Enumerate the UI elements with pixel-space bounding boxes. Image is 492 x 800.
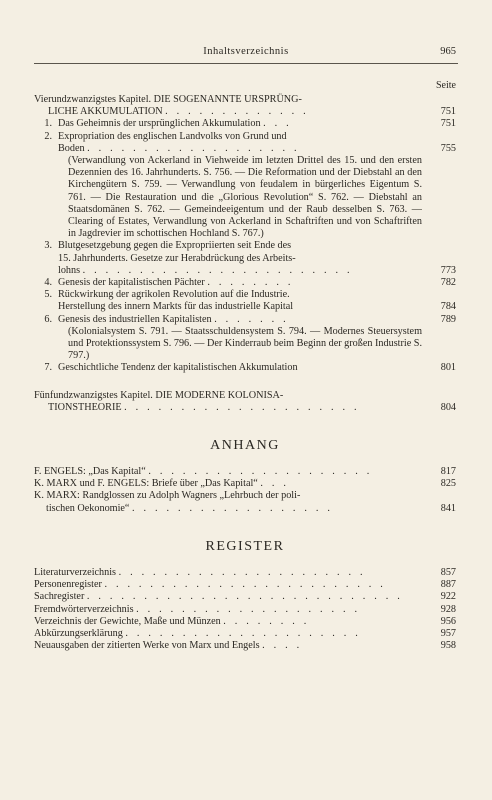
register-entry[interactable]: Neuausgaben der zitierten Werke von Marx und Engels . . . . 958: [34, 640, 456, 652]
section-4-entry[interactable]: 4. Genesis der kapitalistischen Pächter . . . . . . . . 782: [34, 277, 456, 289]
register-entry-page: 922: [440, 591, 456, 603]
anhang-entry-page: 841: [440, 502, 456, 514]
anhang-entry-2[interactable]: K. MARX und F. ENGELS: Briefe über „Das Kapital“ . . . 825: [34, 478, 456, 490]
running-title: Inhaltsverzeichnis: [203, 46, 289, 57]
section-number: 6.: [44, 313, 52, 325]
section-page: 784: [440, 301, 456, 313]
section-page: 801: [440, 362, 456, 374]
chapter-25-title-line1: Fünfundzwanzigstes Kapitel. DIE MODERNE KOLONISA-: [34, 389, 284, 401]
section-page: 782: [440, 277, 456, 289]
register-entry[interactable]: Personenregister . . . . . . . . . . . . . . . . . . . . . . . . . 887: [34, 579, 456, 591]
anhang-entry-page: 825: [440, 478, 456, 490]
chapter-24-title-line2: LICHE AKKUMULATION: [48, 106, 163, 118]
register-entry-label: Neuausgaben der zitierten Werke von Marx und Engels: [34, 640, 260, 652]
register-entry[interactable]: Sachregister . . . . . . . . . . . . . . . . . . . . . . . . . . . . 922: [34, 591, 456, 603]
section-number: 1.: [44, 118, 52, 130]
header-rule: [34, 63, 458, 64]
section-number: 4.: [44, 277, 52, 289]
anhang-entry-page: 817: [440, 466, 456, 478]
register-entry[interactable]: Verzeichnis der Gewichte, Maße und Münzen . . . . . . . . 956: [34, 615, 456, 627]
section-title-line1: Expropriation des englischen Landvolks von Grund und: [58, 130, 287, 142]
section-title-line3: lohns: [58, 264, 81, 276]
register-entry-label: Fremdwörterverzeichnis: [34, 603, 134, 615]
running-head: [0, 46, 492, 60]
register-entry-label: Sachregister: [34, 591, 85, 603]
section-title: Das Geheimnis der ursprünglichen Akkumulation: [58, 118, 261, 130]
chapter-24-page: 751: [440, 106, 456, 118]
register-entry-label: Abkürzungserklärung: [34, 627, 123, 639]
section-6-entry[interactable]: 6. Genesis des industriellen Kapitalisten . . . . . . . 789: [34, 314, 456, 326]
anhang-entry-title: F. ENGELS: „Das Kapital“: [34, 466, 146, 478]
register-entry[interactable]: Literaturverzeichnis . . . . . . . . . . . . . . . . . . . . . . 857: [34, 566, 456, 578]
section-2-details: (Verwandlung von Ackerland in Viehweide im letzten Drittel des 15. und den ersten Dezennien des 16. Jahrhunderts. S. 756. — Die Reformation und der Diebstahl an den Kirchengütern S. 759. — Verwandlung von feudalem in bürgerliches Eigentum S. 761. — Die Restauration und die „Glorious Revolution“ S. 762. — Diebstahl an Staatsdomänen S. 762. — Gemeindeeigentum und der Raub desselben S. 763. — Clearing of Estates, Verwandlung von Ackerland in Schaftriften und von Schaftriften in Jagdrevier im schottischen Hochland S. 767.): [68, 155, 422, 240]
register-entry-label: Personenregister: [34, 579, 102, 591]
section-title: Geschichtliche Tendenz der kapitalistischen Akkumulation: [58, 362, 298, 374]
register-entry[interactable]: Abkürzungserklärung . . . . . . . . . . . . . . . . . . . . . 957: [34, 627, 456, 639]
section-page: 751: [440, 118, 456, 130]
register-entry-label: Literaturverzeichnis: [34, 566, 117, 578]
section-title-line2: Herstellung des innern Markts für das industrielle Kapital: [58, 301, 294, 313]
register-entry-page: 956: [440, 615, 456, 627]
section-title: Genesis des industriellen Kapitalisten: [58, 313, 212, 325]
register-heading: REGISTER: [205, 538, 285, 554]
section-number: 7.: [44, 362, 52, 374]
chapter-24-entry[interactable]: Vierundzwanzigstes Kapitel. DIE SOGENANNTE URSPRÜNG- LICHE AKKUMULATION . . . . . . . . . . . . . 751: [34, 94, 456, 118]
section-number: 5.: [44, 289, 52, 301]
page-number: 965: [440, 46, 456, 57]
section-page: 773: [440, 264, 456, 276]
section-title-line2: 15. Jahrhunderts. Gesetze zur Herabdrückung des Arbeits-: [58, 252, 296, 264]
section-5-entry[interactable]: [34, 289, 456, 313]
register-entry-page: 857: [440, 566, 456, 578]
register-entry-page: 928: [440, 603, 456, 615]
page-column-label: Seite: [436, 80, 456, 91]
anhang-entry-title-line2: tischen Oekonomie“: [46, 502, 130, 514]
section-2-entry[interactable]: 2. Expropriation des englischen Landvolks von Grund und Boden . . . . . . . . . . . . . . . . . . . 755: [34, 131, 456, 155]
anhang-heading: ANHANG: [210, 438, 280, 454]
register-entry-label: Verzeichnis der Gewichte, Maße und Münzen: [34, 615, 221, 627]
anhang-entry-1[interactable]: F. ENGELS: „Das Kapital“ . . . . . . . . . . . . . . . . . . . . 817: [34, 466, 456, 478]
section-title-line1: Rückwirkung der agrikolen Revolution auf die Industrie.: [58, 289, 290, 301]
section-6-details: (Kolonialsystem S. 791. — Staatsschuldensystem S. 794. — Modernes Steuersystem und Protektionssystem S. 796. — Der Kinderraub beim Beginn der großen Industrie S. 797.): [68, 325, 422, 362]
register-entry-page: 887: [440, 579, 456, 591]
register-entry[interactable]: Fremdwörterverzeichnis . . . . . . . . . . . . . . . . . . . . 928: [34, 603, 456, 615]
chapter-25-entry[interactable]: Fünfundzwanzigstes Kapitel. DIE MODERNE KOLONISA- TIONSTHEORIE . . . . . . . . . . . . . . . . . . . . . 804: [34, 389, 456, 413]
section-3-entry[interactable]: 3. Blutgesetzgebung gegen die Expropriierten seit Ende des 15. Jahrhunderts. Gesetze zur Herabdrückung des Arbeits- lohns . . . . . . . . . . . . . . . . . . . . . . . . 773: [34, 240, 456, 277]
section-page: 789: [440, 313, 456, 325]
anhang-entry-title-line1: K. MARX: Randglossen zu Adolph Wagners „Lehrbuch der poli-: [34, 490, 301, 502]
anhang-entry-title: K. MARX und F. ENGELS: Briefe über „Das Kapital“: [34, 478, 258, 490]
section-title-line1: Blutgesetzgebung gegen die Expropriierten seit Ende des: [58, 240, 292, 252]
section-number: 2.: [44, 130, 52, 142]
section-number: 3.: [44, 240, 52, 252]
section-7-entry[interactable]: [34, 362, 456, 374]
toc-content: [34, 94, 456, 652]
register-entry-page: 957: [440, 627, 456, 639]
section-title: Genesis der kapitalistischen Pächter: [58, 277, 205, 289]
section-1-entry[interactable]: 1. Das Geheimnis der ursprünglichen Akkumulation . . . 751: [34, 118, 456, 130]
anhang-entry-3[interactable]: K. MARX: Randglossen zu Adolph Wagners „Lehrbuch der poli- tischen Oekonomie“ . . . . . . . . . . . . . . . . . . 841: [34, 490, 456, 514]
section-title-line2: Boden: [58, 142, 85, 154]
section-page: 755: [440, 142, 456, 154]
chapter-24-title-line1: Vierundzwanzigstes Kapitel. DIE SOGENANNTE URSPRÜNG-: [34, 94, 302, 105]
register-entry-page: 958: [440, 640, 456, 652]
chapter-25-page: 804: [440, 401, 456, 413]
chapter-25-title-line2: TIONSTHEORIE: [48, 401, 122, 413]
